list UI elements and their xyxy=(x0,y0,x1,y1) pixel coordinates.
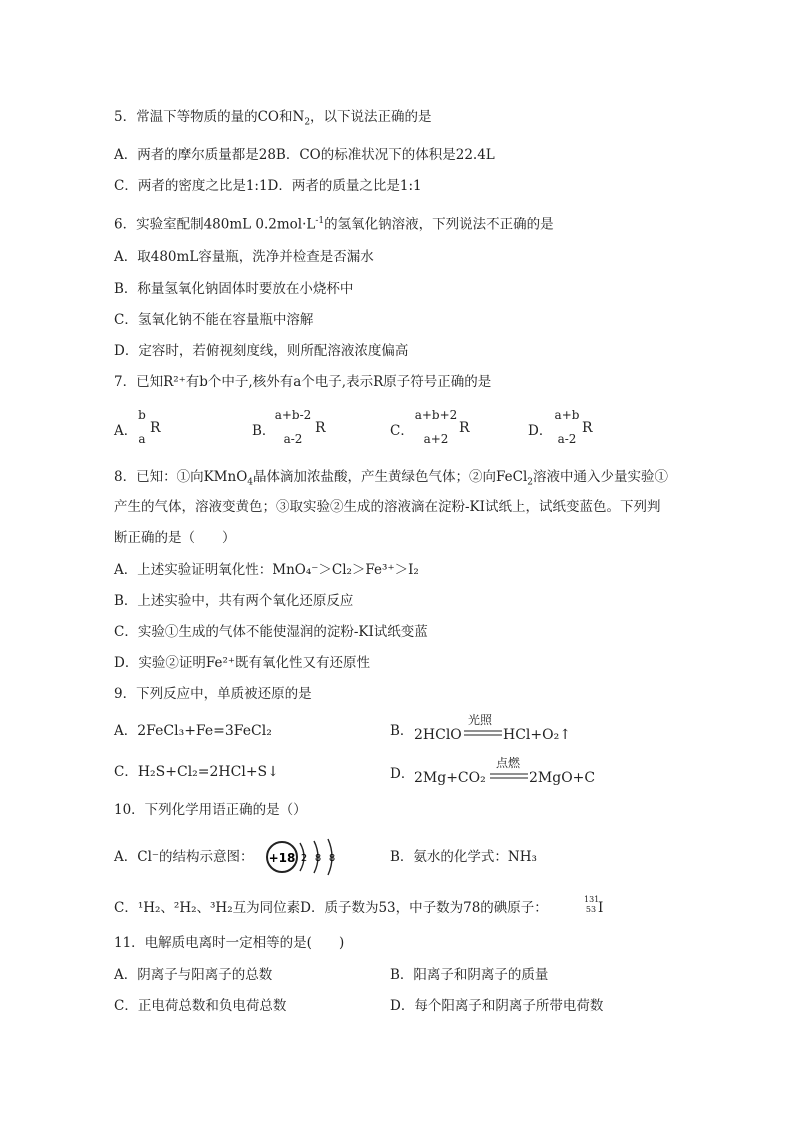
q6-option-a: A．取480mL容量瓶，洗净并检查是否漏水 xyxy=(114,249,374,265)
q9-option-d-label: D． xyxy=(390,766,415,782)
q10-option-cd: C．¹H₂、²H₂、³H₂互为同位素D．质子数为53，中子数为78的碘原子： xyxy=(114,900,548,916)
shell-1-count: 2 xyxy=(300,853,308,864)
q9-option-b-condition: 光照 xyxy=(468,713,493,727)
q10-stem: 10．下列化学用语正确的是（） xyxy=(114,802,307,818)
q9-option-c: C．H₂S+Cl₂=2HCl+S↓ xyxy=(114,764,279,780)
q6-option-c: C．氢氧化钠不能在容量瓶中溶解 xyxy=(114,312,314,328)
q7-option-d-label: D． xyxy=(528,423,553,439)
q10-option-b: B．氨水的化学式：NH₃ xyxy=(390,849,537,865)
q9-option-a-equation: 2FeCl₃+Fe=3FeCl₂ xyxy=(137,723,272,739)
q7-option-c-mass: a+b+2 xyxy=(414,408,458,422)
q6-option-b: B．称量氢氧化钠固体时要放在小烧杯中 xyxy=(114,281,354,297)
q6-option-d: D．定容时，若俯视刻度线，则所配溶液浓度偏高 xyxy=(114,343,409,359)
q5-options-cd: C．两者的密度之比是1:1D．两者的质量之比是1:1 xyxy=(114,178,422,194)
q7-option-b-label: B． xyxy=(252,423,276,439)
q8-stem-line-2: 产生的气体，溶液变黄色；③取实验②生成的溶液滴在淀粉-KI试纸上，试纸变蓝色。下列判 xyxy=(114,499,661,515)
q7-option-a-symbol: R xyxy=(150,420,161,436)
q7-option-c-number: a+2 xyxy=(423,432,449,446)
q9-option-d-reactants: 2Mg+CO₂ xyxy=(414,770,486,786)
q11-option-d: D．每个阳离子和阴离子所带电荷数 xyxy=(390,998,604,1014)
chloride-structure-diagram xyxy=(262,835,340,879)
q9-option-d-products: 2MgO+C xyxy=(529,770,596,786)
shell-2-count: 8 xyxy=(314,853,322,864)
q7-option-c-label: C． xyxy=(390,423,414,439)
q7-option-d-mass: a+b xyxy=(554,408,580,422)
q9-option-c-equation: H₂S+Cl₂=2HCl+S↓ xyxy=(137,764,279,780)
q8-stem-line-1: 8．已知：①向KMnO$_4$晶体滴加浓盐酸，产生黄绿色气体；②向FeCl$_2$溶液中通入少量实验① xyxy=(114,469,668,488)
q7-stem: 7．已知R²⁺有b个中子,核外有a个电子,表示R原子符号正确的是 xyxy=(114,374,492,390)
q7-option-d-number: a-2 xyxy=(557,432,577,446)
q9-stem: 9．下列反应中，单质被还原的是 xyxy=(114,686,312,702)
q7-option-a-label: A． xyxy=(114,423,138,439)
q8-option-a: A．上述实验证明氧化性：MnO₄⁻＞Cl₂＞Fe³⁺＞I₂ xyxy=(114,562,419,578)
q11-stem: 11．电解质电离时一定相等的是( ) xyxy=(114,935,345,951)
q7-option-b-number: a-2 xyxy=(283,432,303,446)
q11-option-c: C．正电荷总数和负电荷总数 xyxy=(114,998,287,1014)
q8-option-d: D．实验②证明Fe²⁺既有氧化性又有还原性 xyxy=(114,655,370,671)
q7-option-a-number: a xyxy=(138,432,146,446)
q10-option-a: A．Cl⁻的结构示意图： xyxy=(114,849,254,865)
q5-stem: 5．常温下等物质的量的CO和$N_2$，以下说法正确的是 xyxy=(114,109,432,128)
iodine-atomic-number: 53 xyxy=(585,905,597,914)
q11-option-a: A．阴离子与阳离子的总数 xyxy=(114,967,273,983)
q9-option-b-products: HCl+O₂↑ xyxy=(503,727,571,743)
q9-option-a: A．2FeCl₃+Fe=3FeCl₂ xyxy=(114,723,272,739)
q9-option-b-reactants: 2HClO xyxy=(414,727,462,743)
q8-stem-line-3: 断正确的是（ ） xyxy=(114,530,236,546)
iodine-mass-number: 131 xyxy=(584,895,600,904)
q8-option-b: B．上述实验中，共有两个氧化还原反应 xyxy=(114,593,354,609)
iodine-symbol: I xyxy=(598,900,604,916)
q9-option-b-label: B． xyxy=(390,723,414,739)
q9-option-b-equals-sign xyxy=(464,730,502,738)
q9-option-d-equals-sign xyxy=(490,773,528,781)
shell-3-count: 8 xyxy=(328,853,336,864)
q5-options-ab: A．两者的摩尔质量都是28B．CO的标准状况下的体积是22.4L xyxy=(114,147,495,163)
nucleus-charge: +18 xyxy=(268,851,296,865)
q7-option-a-mass: b xyxy=(138,408,146,422)
q7-option-b-symbol: R xyxy=(315,420,326,436)
q7-option-d-symbol: R xyxy=(582,420,593,436)
q8-option-c: C．实验①生成的气体不能使湿润的淀粉-KI试纸变蓝 xyxy=(114,624,428,640)
q7-option-b-mass: a+b-2 xyxy=(274,408,312,422)
q11-option-b: B．阳离子和阴离子的质量 xyxy=(390,967,549,983)
q9-option-d-condition: 点燃 xyxy=(496,756,521,770)
q7-option-c-symbol: R xyxy=(459,420,470,436)
q6-stem: 6．实验室配制480mL $0.2mol\cdot L^{-1}$的氢氧化钠溶液，下列说法不正确的是 xyxy=(114,216,554,233)
